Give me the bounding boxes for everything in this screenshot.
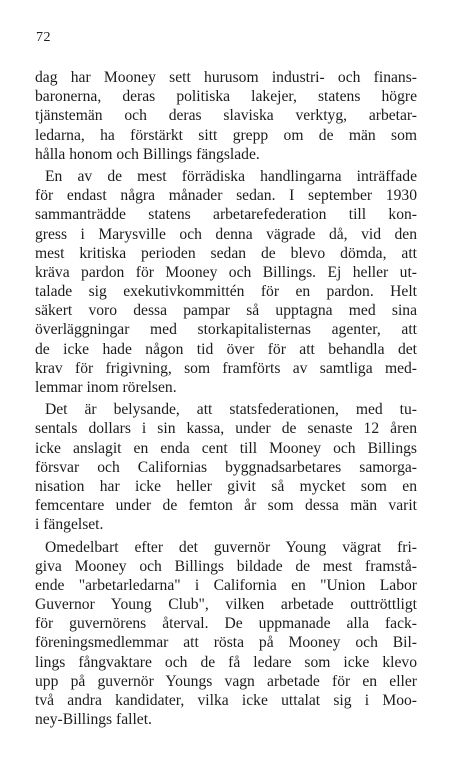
text-line: säkert voro dessa pampar så upptagna med sina bbox=[35, 302, 417, 320]
text-line: kräva pardon för Mooney och Billings. Ej heller ut- bbox=[35, 263, 417, 281]
paragraph bbox=[35, 400, 417, 534]
paragraph bbox=[35, 167, 417, 397]
text-line: nisation har icke heller givit så mycket som en bbox=[35, 477, 417, 495]
text-line: i fängelset. bbox=[35, 516, 104, 534]
text-line: upp på guvernör Youngs vagn arbetade för en eller bbox=[35, 672, 417, 690]
text-line: talade sig exekutivkommittén för en pardon. Helt bbox=[35, 283, 417, 301]
text-line: för endast några månader sedan. I september 1930 bbox=[35, 187, 417, 205]
text-line: dag har Mooney sett hurusom industri- och finans- bbox=[35, 69, 417, 86]
paragraph bbox=[35, 68, 417, 164]
text-line: överläggningar med storkapitalisternas agenter, att bbox=[35, 321, 417, 339]
text-line: Guvernor Young Club", vilken arbetade outtröttligt bbox=[35, 596, 417, 614]
text-line: försvar och Californias byggnadsarbetares samorga- bbox=[35, 458, 417, 476]
text-line: hålla honom och Billings fängslade. bbox=[35, 145, 260, 163]
text-line: baronerna, deras politiska lakejer, statens högre bbox=[35, 88, 417, 106]
text-line: ende "arbetarledarna" i California en "Union Labor bbox=[35, 576, 417, 594]
text-line: En av de mest förrädiska handlingarna inträffade bbox=[45, 167, 417, 185]
text-line: femcentare under de femton år som dessa män varit bbox=[35, 497, 417, 515]
text-line: mest kritiska perioden sedan de blevo dömda, att bbox=[35, 244, 417, 262]
paragraph bbox=[35, 538, 417, 730]
text-line: Omedelbart efter det guvernör Young vägrat fri- bbox=[45, 538, 417, 556]
text-line: Det är belysande, att statsfederationen, med tu- bbox=[45, 401, 417, 419]
text-line: giva Mooney och Billings bildade de mest framstå- bbox=[35, 557, 417, 575]
text-line: sentals dollars i sin kassa, under de senaste 12 åren bbox=[35, 420, 417, 438]
body-text bbox=[35, 68, 417, 732]
text-line: krav för frigivning, som framförts av samtliga med- bbox=[35, 359, 417, 377]
text-line: för guvernörens återval. De uppmanade alla fack- bbox=[35, 615, 417, 633]
text-line: lemmar inom rörelsen. bbox=[35, 379, 177, 396]
text-line: två andra kandidater, vilka icke uttalat sig i Moo- bbox=[35, 692, 417, 709]
text-line: sammanträdde statens arbetarefederation till kon- bbox=[35, 206, 417, 224]
text-line: icke anslagit en enda cent till Mooney och Billings bbox=[35, 439, 417, 457]
text-line: ney-Billings fallet. bbox=[35, 711, 152, 729]
text-line: föreningsmedlemmar att rösta på Mooney och Bil- bbox=[35, 634, 417, 652]
text-line: gress i Marysville och denna vägrade då, vid den bbox=[35, 225, 417, 243]
text-line: ledarna, ha förstärkt sitt grepp om de män som bbox=[35, 126, 417, 144]
text-line: lings fångvaktare och de få ledare som icke klevo bbox=[35, 653, 417, 671]
page-number: 72 bbox=[36, 30, 51, 45]
text-line: tjänstemän och deras slaviska verktyg, arbetar- bbox=[35, 107, 417, 125]
text-line: de icke hade någon tid över för att behandla det bbox=[35, 340, 417, 358]
